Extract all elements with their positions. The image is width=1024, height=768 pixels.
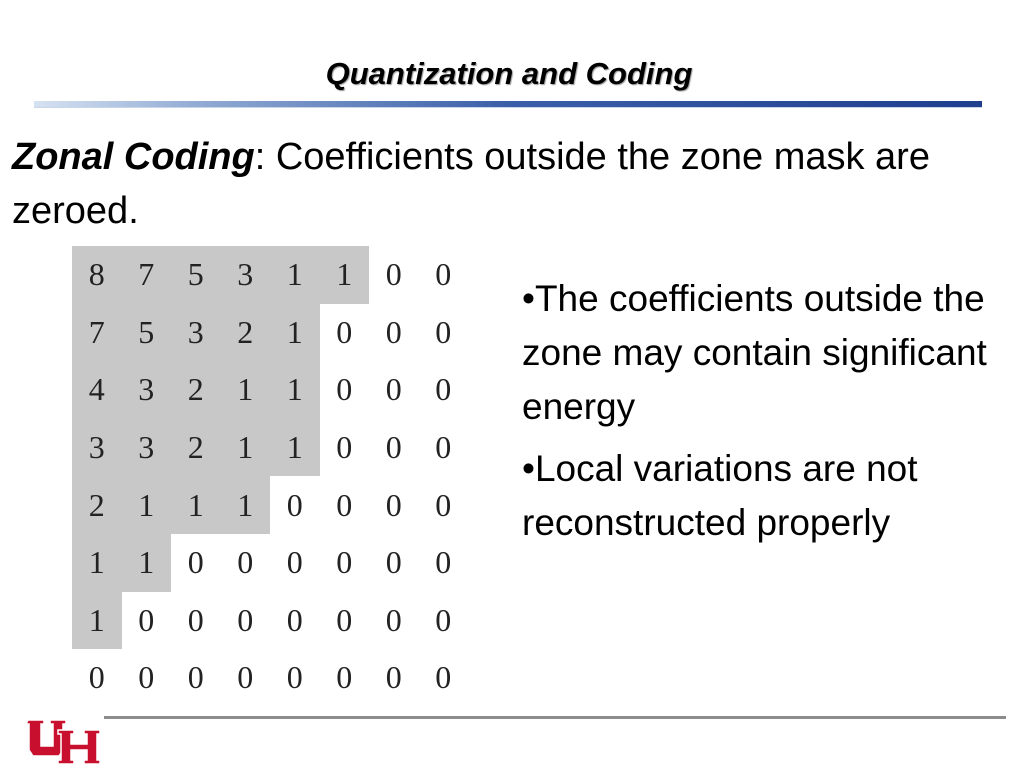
zone-mask-cell: 0 [435,256,452,293]
zone-mask-cell: 3 [72,419,122,477]
zone-mask-cell: 2 [221,304,271,362]
footer-divider [104,716,1006,719]
zone-mask-cell: 3 [221,246,271,304]
zone-mask-cell: 3 [171,304,221,362]
zone-mask-cell: 0 [385,371,402,408]
zone-mask-cell: 1 [171,476,221,534]
zone-mask-cell: 1 [72,592,122,650]
title-underline [34,101,982,108]
zone-mask-cell: 0 [385,544,402,581]
heading-term: Zonal Coding [12,136,255,178]
zone-mask-cell: 0 [237,659,254,696]
zone-mask-cell: 1 [320,246,370,304]
zone-mask-cell: 0 [385,486,402,523]
zone-mask-cell: 0 [237,544,254,581]
zone-mask-cell: 8 [72,246,122,304]
zone-mask-cell: 0 [336,601,353,638]
bullet-item: •Local variations are not reconstructed properly [522,448,918,543]
zone-mask-cell: 0 [435,313,452,350]
zone-mask-cell: 1 [270,419,320,477]
bullet-item: •The coefficients outside the zone may contain significant energy [522,278,987,427]
zone-mask-cell: 1 [122,534,172,592]
zone-mask-cell: 0 [336,659,353,696]
zone-mask-cell: 0 [286,601,303,638]
zone-mask-cell: 0 [385,313,402,350]
zone-mask-cell: 0 [336,371,353,408]
logo-letter-h [58,730,100,764]
zone-mask-cell: 0 [385,429,402,466]
zone-mask-cell: 7 [122,246,172,304]
zone-mask-cell: 0 [435,371,452,408]
zone-mask-row [72,304,468,362]
zone-mask-cell: 0 [286,544,303,581]
zone-mask-cell: 0 [385,601,402,638]
zone-mask-cell: 3 [122,419,172,477]
zone-mask-cell: 0 [385,256,402,293]
zone-mask-cell: 0 [435,486,452,523]
zone-mask-cell: 0 [435,659,452,696]
zone-mask-cell: 1 [270,304,320,362]
zone-mask-cell: 2 [72,476,122,534]
bullet-list [522,272,1017,558]
zone-mask-row [72,592,468,650]
zone-mask-cell: 3 [122,361,172,419]
heading-text: : Coefficients outside the zone mask are zeroed. [12,136,930,232]
zone-mask-cell: 0 [187,544,204,581]
zone-mask-cell: 0 [336,486,353,523]
zone-mask-cell: 0 [385,659,402,696]
zone-mask-row [72,534,468,592]
zone-mask-cell: 1 [72,534,122,592]
zone-mask-cell: 5 [171,246,221,304]
zone-mask-cell: 1 [221,419,271,477]
zone-mask-cell: 1 [122,476,172,534]
zone-mask-row [72,476,468,534]
zone-mask-cell: 2 [171,419,221,477]
zone-mask-cell: 0 [286,659,303,696]
zone-mask-cell: 7 [72,304,122,362]
zone-mask-cell: 0 [286,486,303,523]
zone-mask-table [72,246,468,707]
zone-mask-cell: 0 [187,601,204,638]
zone-mask-cell: 2 [171,361,221,419]
zone-mask-row [72,246,468,304]
university-of-houston-logo-icon [24,712,104,768]
zone-mask-cell: 0 [138,601,155,638]
zone-mask-cell: 1 [270,361,320,419]
zone-mask-cell: 0 [138,659,155,696]
logo-letter-u [26,720,66,756]
zone-mask-cell: 0 [435,544,452,581]
zone-mask-row [72,649,468,707]
zone-mask-cell: 1 [221,476,271,534]
zone-mask-cell: 1 [270,246,320,304]
zone-mask-cell: 0 [237,601,254,638]
zone-mask-cell: 5 [122,304,172,362]
zone-mask-cell: 1 [221,361,271,419]
zone-mask-cell: 0 [435,429,452,466]
zone-mask-row [72,361,468,419]
zone-mask-cell: 4 [72,361,122,419]
slide-heading [12,130,972,238]
zone-mask-cell: 0 [187,659,204,696]
zone-mask-row [72,419,468,477]
zone-mask-cell: 0 [336,544,353,581]
slide-title: Quantization and Coding [325,56,693,91]
zone-mask-cell: 0 [88,659,105,696]
zone-mask-cell: 0 [435,601,452,638]
zone-mask-cell: 0 [336,429,353,466]
zone-mask-cell: 0 [336,313,353,350]
